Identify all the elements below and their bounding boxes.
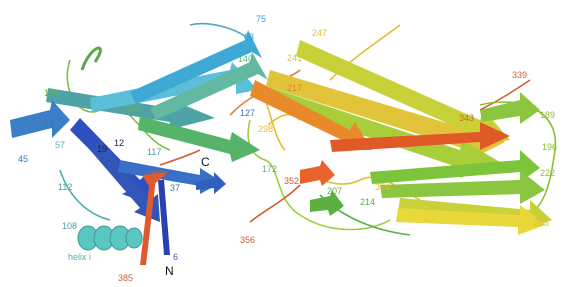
residue-label: 352 <box>284 176 300 186</box>
residue-label: 127 <box>240 108 256 118</box>
residue-label: 339 <box>512 70 528 80</box>
residue-label: 63 <box>244 32 255 42</box>
residue-label: 356 <box>240 235 256 245</box>
residue-label: 12 <box>114 138 125 148</box>
residue-label: 37 <box>170 183 181 193</box>
residue-label: 112 <box>58 182 73 192</box>
residue-label: 214 <box>360 197 376 207</box>
residue-label: 217 <box>287 83 303 93</box>
n-terminus-label: N <box>165 264 174 278</box>
helix-i <box>78 226 142 250</box>
residue-label: 140 <box>238 54 254 64</box>
residue-label: 222 <box>540 168 556 178</box>
residue-label: 52 <box>44 118 55 128</box>
c-terminus-label: C <box>201 155 210 169</box>
residue-label: 268 <box>534 218 550 228</box>
residue-label: 117 <box>147 147 162 157</box>
residue-label: 380 <box>150 169 166 179</box>
residue-label: 343 <box>459 113 475 123</box>
residue-label: 207 <box>327 186 343 196</box>
residue-label: 45 <box>18 154 29 164</box>
residue-label: 19 <box>97 144 108 154</box>
residue-label: 75 <box>256 14 267 24</box>
residue-label: 57 <box>55 140 66 150</box>
helix-label: helix i <box>68 252 92 262</box>
residue-label: 164 <box>125 103 141 113</box>
residue-label: 241 <box>287 53 303 63</box>
residue-label: 298 <box>258 124 274 134</box>
residue-label: 6 <box>173 252 179 262</box>
residue-label: 189 <box>540 110 556 120</box>
residue-label: 108 <box>62 221 78 231</box>
residue-label: 247 <box>312 28 328 38</box>
residue-label: 385 <box>118 273 134 283</box>
residue-label: 196 <box>542 142 558 152</box>
residue-label: 26 <box>199 172 210 182</box>
residue-label: 151 <box>44 88 60 98</box>
residue-label: 374 <box>375 182 391 192</box>
residue-label: 172 <box>262 164 278 174</box>
